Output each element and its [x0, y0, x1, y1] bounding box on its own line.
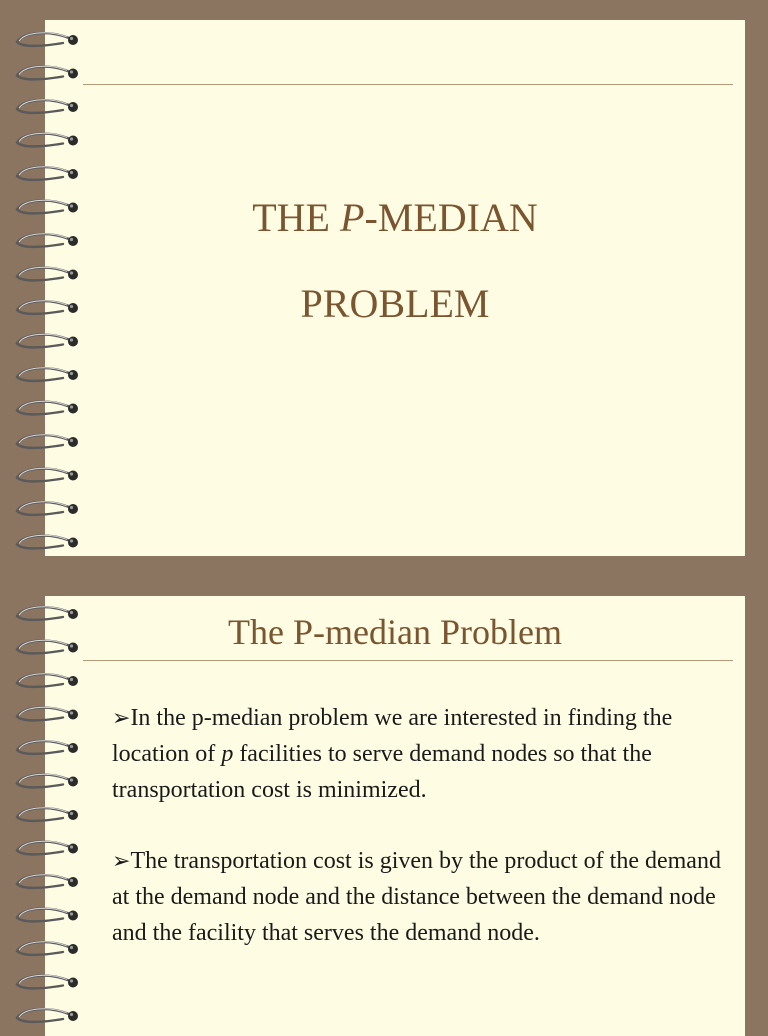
- para1-text-after: facilities to serve demand nodes so that the transportation cost is minimized.: [112, 741, 652, 803]
- title-italic-p: P: [340, 195, 365, 240]
- slide-title-line-2: PROBLEM: [300, 281, 490, 326]
- para1-italic-p: p: [221, 741, 234, 767]
- spiral-ring: [17, 435, 78, 448]
- arrow-bullet-icon: ➢: [112, 848, 131, 873]
- spiral-ring: [17, 774, 78, 787]
- spiral-ring: [17, 468, 78, 481]
- title-prefix: THE: [252, 195, 340, 240]
- spiral-ring: [17, 535, 78, 548]
- spiral-ring: [17, 167, 78, 180]
- spiral-ring: [17, 908, 78, 921]
- bullet-paragraph-1: [112, 700, 727, 808]
- spiral-ring: [17, 66, 78, 79]
- para2-text: The transportation cost is given by the product of the demand at the demand node and the distance between the demand node and the facility that serves the demand node.: [112, 848, 721, 946]
- arrow-bullet-icon: ➢: [112, 705, 131, 730]
- para1-text-before: In the p-median problem we are interested in finding the location of: [112, 705, 673, 767]
- spiral-ring: [17, 334, 78, 347]
- bullet-paragraph-2: [112, 843, 727, 951]
- spiral-ring: [17, 942, 78, 955]
- spiral-binding-icon: [9, 596, 89, 1036]
- spiral-ring: [17, 267, 78, 280]
- content-slide: [45, 596, 745, 1036]
- slide-title-line-1: [45, 194, 745, 242]
- spiral-ring: [17, 875, 78, 888]
- spiral-ring: [17, 975, 78, 988]
- spiral-ring: [17, 841, 78, 854]
- spiral-ring: [17, 100, 78, 113]
- spiral-ring: [17, 808, 78, 821]
- spiral-ring: [17, 33, 78, 46]
- slide-heading: The P-median Problem: [228, 612, 562, 652]
- title-suffix: -MEDIAN: [364, 195, 538, 240]
- spiral-ring: [17, 502, 78, 515]
- header-rule: [83, 660, 733, 661]
- spiral-ring: [17, 1009, 78, 1022]
- spiral-ring: [17, 741, 78, 754]
- spiral-ring: [17, 707, 78, 720]
- spiral-ring: [17, 401, 78, 414]
- spiral-ring: [17, 674, 78, 687]
- spiral-ring: [17, 368, 78, 381]
- header-rule: [83, 84, 733, 85]
- title-slide: [45, 20, 745, 556]
- spiral-ring: [17, 133, 78, 146]
